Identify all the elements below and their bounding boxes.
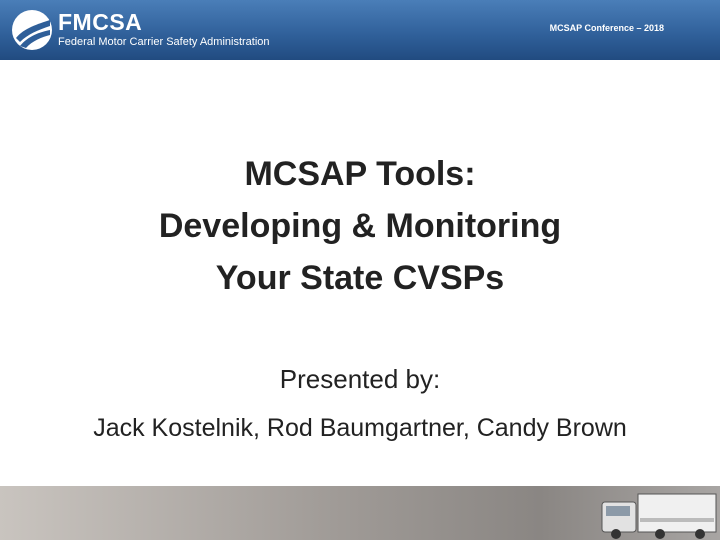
conference-label: MCSAP Conference – 2018 bbox=[549, 23, 664, 33]
brand-subtitle: Federal Motor Carrier Safety Administration bbox=[58, 36, 270, 48]
brand-name: FMCSA bbox=[58, 9, 143, 35]
title-line-2: Developing & Monitoring bbox=[158, 207, 562, 245]
slide-title bbox=[0, 148, 720, 304]
presenter-names: Jack Kostelnik, Rod Baumgartner, Candy Brown bbox=[93, 414, 627, 442]
header-bar bbox=[0, 0, 720, 60]
truck-icon bbox=[600, 488, 720, 540]
title-line-3: Your State CVSPs bbox=[215, 259, 505, 297]
fmcsa-logo-icon bbox=[10, 8, 54, 52]
presented-by-label: Presented by: bbox=[279, 364, 441, 394]
title-line-1: MCSAP Tools: bbox=[244, 155, 476, 193]
